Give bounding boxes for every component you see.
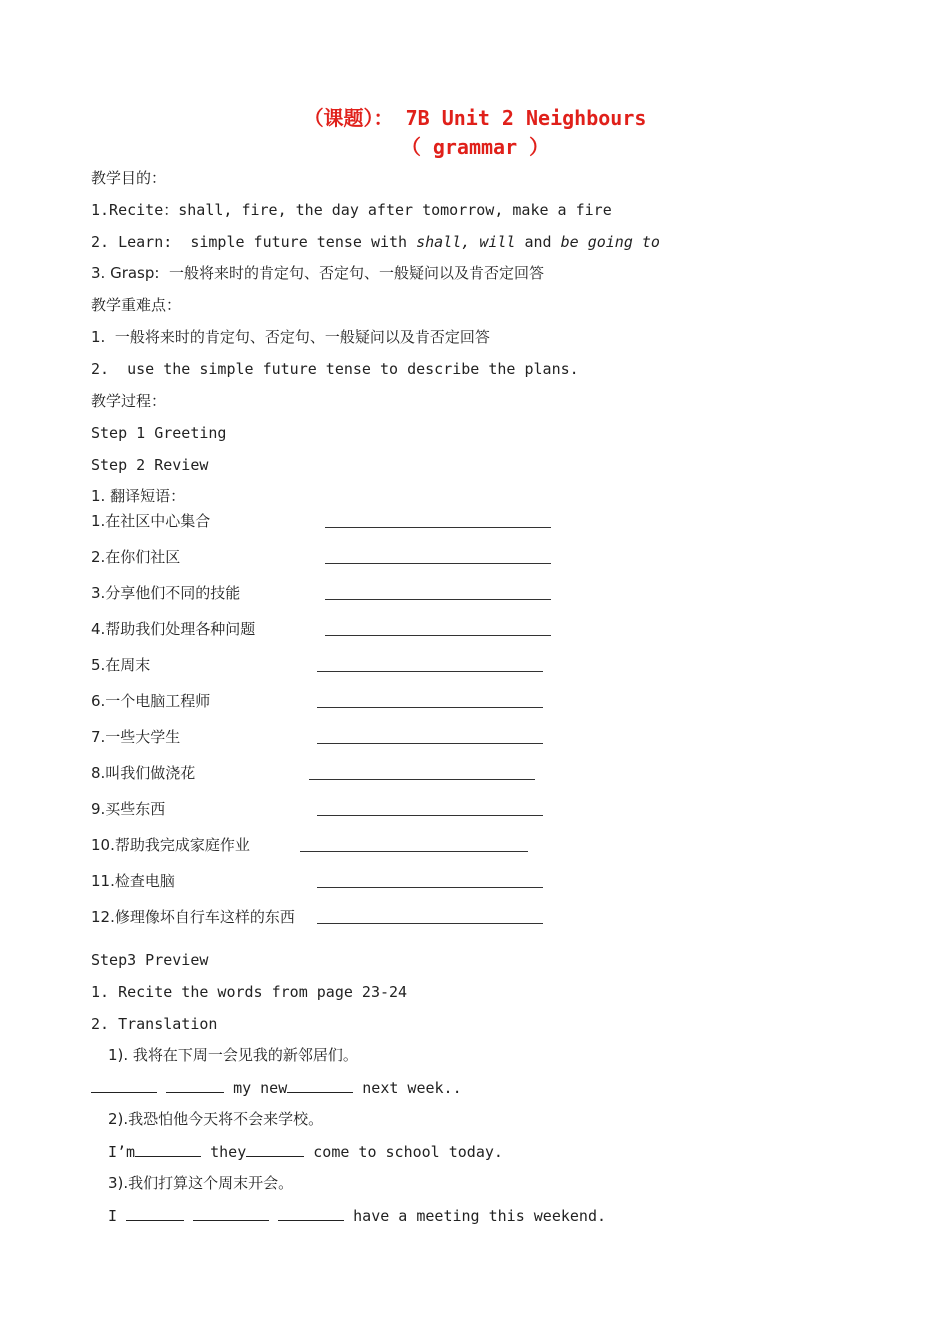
text-segment: come to school today.	[313, 1143, 503, 1161]
key-points-heading: 教学重难点：	[91, 296, 182, 314]
key-point-2: 2. use the simple future tense to describe the plans.	[91, 360, 579, 378]
answer-blank[interactable]	[317, 923, 543, 924]
document-subtitle: （ grammar ）	[400, 135, 550, 159]
phrase-item: 10.帮助我完成家庭作业	[91, 836, 250, 854]
answer-blank[interactable]	[300, 851, 528, 852]
phrase-item: 6.一个电脑工程师	[91, 692, 211, 710]
answer-blank[interactable]	[317, 815, 543, 816]
answer-blank[interactable]	[317, 887, 543, 888]
answer-blank[interactable]	[287, 1078, 353, 1093]
translation-3-en	[108, 1206, 606, 1226]
answer-blank[interactable]	[325, 599, 551, 600]
step-3: Step3 Preview	[91, 951, 209, 969]
answer-blank[interactable]	[317, 671, 543, 672]
text-segment: next week..	[362, 1079, 462, 1097]
keyword-be-going-to: be going to	[560, 233, 660, 251]
phrase-item: 5.在周末	[91, 656, 151, 674]
phrase-item: 4.帮助我们处理各种问题	[91, 620, 256, 638]
objective-2-text: 2. Learn: simple future tense with	[91, 233, 417, 251]
answer-blank[interactable]	[317, 707, 543, 708]
translation-1-en	[91, 1078, 462, 1098]
objective-3: 3. Grasp: 一般将来时的肯定句、否定句、一般疑问以及肯否定回答	[91, 264, 544, 282]
answer-blank[interactable]	[278, 1206, 344, 1221]
phrase-item: 9.买些东西	[91, 800, 166, 818]
answer-blank[interactable]	[246, 1142, 304, 1157]
keyword-shall: shall,	[416, 233, 471, 251]
answer-blank[interactable]	[309, 779, 535, 780]
translation-2-en	[108, 1142, 503, 1162]
answer-blank[interactable]	[135, 1142, 201, 1157]
text-segment: I	[108, 1207, 118, 1225]
answer-blank[interactable]	[325, 563, 551, 564]
text-segment: my new	[233, 1079, 288, 1097]
text-segment: they	[210, 1143, 247, 1161]
objective-2	[91, 232, 660, 252]
translation-3-cn: 3).我们打算这个周末开会。	[108, 1174, 294, 1192]
answer-blank[interactable]	[91, 1078, 157, 1093]
phrase-item: 7.一些大学生	[91, 728, 181, 746]
phrase-item: 12.修理像坏自行车这样的东西	[91, 908, 295, 926]
preview-item-2: 2. Translation	[91, 1015, 218, 1033]
text-segment: I’m	[108, 1143, 136, 1161]
preview-item-1: 1. Recite the words from page 23-24	[91, 983, 408, 1001]
phrase-item: 3.分享他们不同的技能	[91, 584, 241, 602]
translation-2-cn: 2).我恐怕他今天将不会来学校。	[108, 1110, 324, 1128]
answer-blank[interactable]	[325, 527, 551, 528]
process-heading: 教学过程：	[91, 392, 167, 410]
answer-blank[interactable]	[317, 743, 543, 744]
step-2: Step 2 Review	[91, 456, 209, 474]
answer-blank[interactable]	[166, 1078, 224, 1093]
translation-1-cn: 1). 我将在下周一会见我的新邻居们。	[108, 1046, 358, 1064]
objective-1: 1.Recite：shall, fire, the day after tomorrow, make a fire	[91, 201, 612, 219]
answer-blank[interactable]	[193, 1206, 269, 1221]
phrase-item: 1.在社区中心集合	[91, 512, 211, 530]
step-1: Step 1 Greeting	[91, 424, 227, 442]
phrase-item: 8.叫我们做浇花	[91, 764, 196, 782]
keyword-will: will	[479, 233, 516, 251]
answer-blank[interactable]	[126, 1206, 184, 1221]
key-point-1: 1. 一般将来时的肯定句、否定句、一般疑问以及肯否定回答	[91, 328, 490, 346]
phrase-item: 11.检查电脑	[91, 872, 175, 890]
keyword-and: and	[515, 233, 561, 251]
review-task: 1. 翻译短语：	[91, 487, 186, 505]
phrase-item: 2.在你们社区	[91, 548, 181, 566]
text-segment: have a meeting this weekend.	[353, 1207, 607, 1225]
document-title: （课题）： 7B Unit 2 Neighbours	[303, 106, 647, 130]
objectives-heading: 教学目的：	[91, 169, 167, 187]
answer-blank[interactable]	[325, 635, 551, 636]
